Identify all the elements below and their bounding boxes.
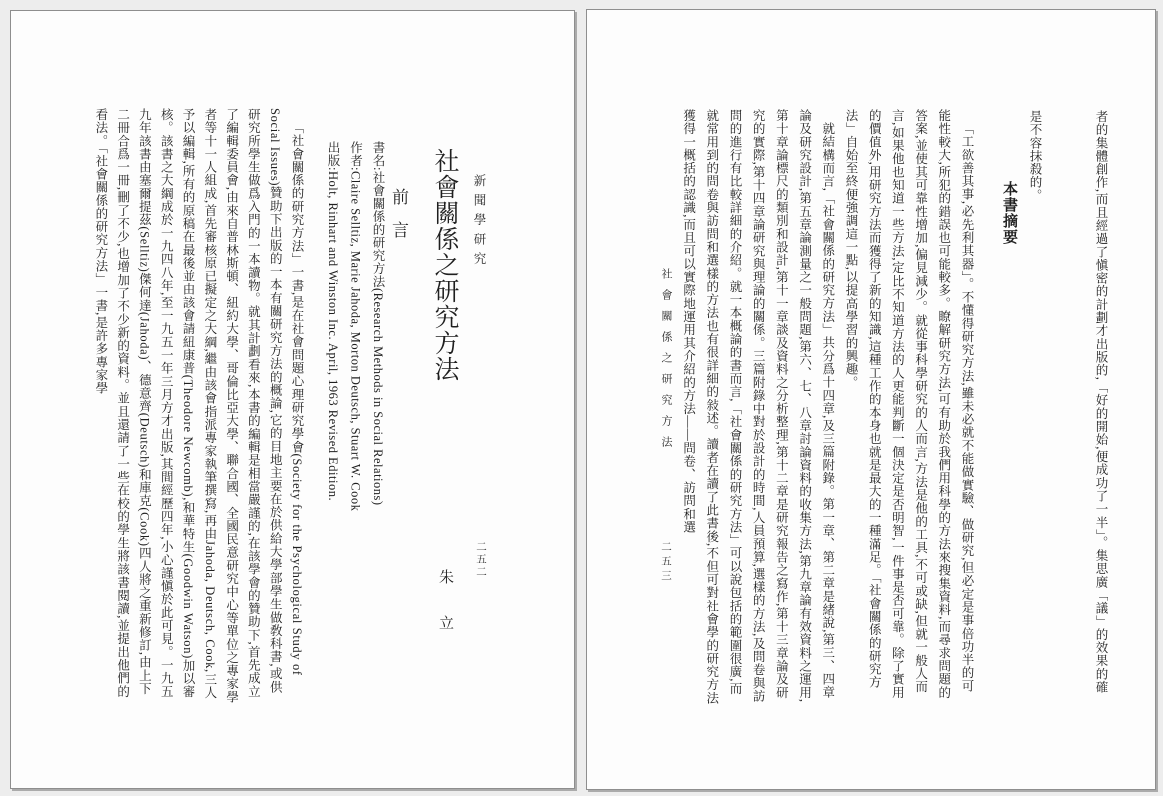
right-page-number: 二五三 xyxy=(660,541,671,585)
preface-paragraph: 「社會關係的研究方法」一書,是在社會問題心理研究學會(Society for the Psychological Study of Social Issues)贊助下出版的一本有關研究方法的概論,它的目地主要在於供給大學部學生做敎科書,或供研究所學生做爲入門的一本讀物。就其計劃看來,本書的編輯是相當嚴謹的,在該學會的贊助下,首先成立了編輯委員會,由來自普林斯頓、紐約大學、哥倫比亞大學、聯合國、全國民意研究中心等單位之專家學者等十一人組成,首先審核原已擬定之大綱,繼由該會指派專家執筆撰寫,再由Jahoda, Deutsch, Cook,三人予以編輯,所有的原稿在最後並由該會請紐康普(Theodore Newcomb),和華特生(Goodwin Watson)加以審核。該書之大綱成於一九四八年,至一九五一年三月方才出版,其間經歷四年,小心謹愼於此可見。一九五九年該書由塞爾提茲(Selltiz)傑何達(Jahoda)、德意齊(Deutsch)和庫克(Cook)四人將之重新修訂,由上下二冊合爲一冊,刪了不少,也增加了不少新的資料。並且還請了一些在校的學生將該書閱讀,並提出他們的看法。「社會關係的研究方法」一書,是許多專家學 xyxy=(93,108,304,704)
summary-paragraph-1: 「工欲善其事,必先利其器」。不懂得研究方法,雖未必就不能做實驗、做研究,但必定是事倍功半的可能性較大,所犯的錯誤也可能較多。瞭解研究方法,可有助於我們用科學的方法來搜集資料,而尋求問題的答案,並使其可靠性增加,偏見減少。就從事科學研究的人而言,方法是他的工具,不可或缺,但就一般人而言,如果他也知道一些方法,定比不知道方法的人更能判斷一個決定是否明智,一件事是否可靠。除了實用的價值外,用研究方法而獲得了新的知識,這種工作的本身也就是最大的一種滿足。「社會關係的研究方法」自始至終便強調這一點,以提高學習的興趣。 xyxy=(843,109,974,699)
left-body-text xyxy=(87,108,307,704)
book-reference-block xyxy=(319,141,389,646)
book-publisher-line: 出版:Holt, Rinhart and Winston Inc. April, 1963 Revised Edition. xyxy=(326,141,340,502)
author-name: 朱立 xyxy=(437,569,453,661)
book-title-line: 書名:社會關係的研究方法(Research Methods in Social Relations) xyxy=(371,141,385,506)
book-authors-line: 作者:Claire Selltiz, Marie Jahoda, Morton Deutsch, Stuart W. Cook xyxy=(348,141,363,512)
journal-running-head: 新聞學研究 xyxy=(472,174,486,272)
book-running-title: 社會關係之研究方法 xyxy=(660,268,672,457)
section-heading-preface: 前言 xyxy=(389,188,408,254)
article-title: 社會關係之研究方法 xyxy=(431,148,458,382)
left-page-number: 二五二 xyxy=(475,541,486,579)
left-page xyxy=(10,10,575,789)
right-body-text xyxy=(676,109,978,705)
section-heading-summary: 本書摘要 xyxy=(1001,181,1017,245)
right-page xyxy=(586,9,1156,790)
preface-continuation-paragraph: 者的集體創作,而且經過了愼密的計劃才出版的,「好的開始,便成功了一半」。集思廣「議」的效果的確是不容抹殺的。 xyxy=(1028,110,1108,694)
summary-paragraph-2: 就結構而言,「社會關係的研究方法」共分爲十四章,及三篇附錄。第一章、第二章是緒說,第三、四章論及研究設計,第五章論測量之一般問題,第六、七、八章討論資料的收集方法,第九章論有效資料之運用,第十章論標尺的類別和設計,第十一章談及資料之分析整理,第十二章是研究報告之寫作,第十三章論及研究的實際,第十四章論研究與理論的關係。三篇附錄中對於設計的時間,人員預算,選樣的方法,及問卷與訪問的進行有比較詳細的介紹。就一本概論的書而言,「社會關係的研究方法」可以說包括的範圍很廣,而就常用到的問卷與訪問和選樣的方法也有很詳細的敍述。讀者在讀了此書後,不但可對社會學的研究方法獲得一概括的認識,而且可以實際地運用其介紹的方法——問卷、訪問和選 xyxy=(681,109,835,705)
